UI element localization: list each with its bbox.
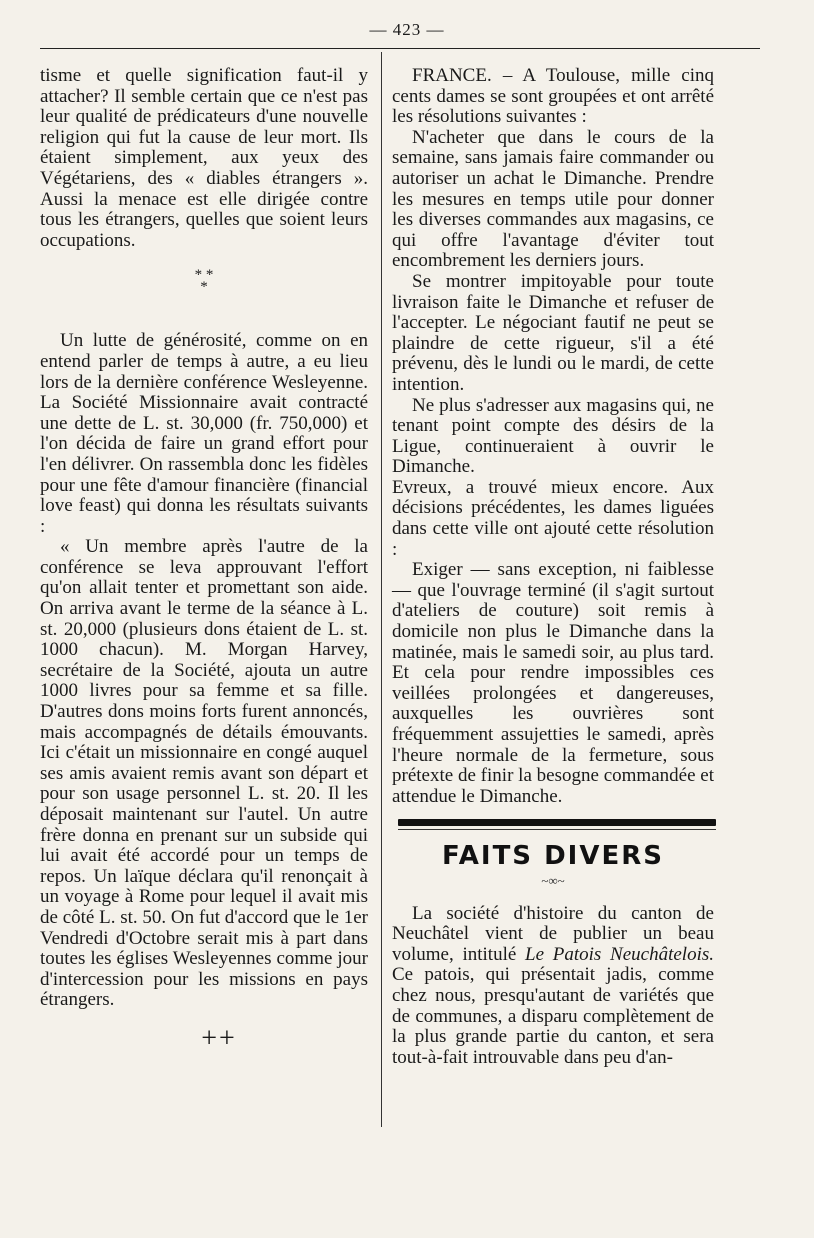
book-title: Le Patois Neuchâtelois. (525, 943, 714, 965)
p7-text-before: La société d'histoire du canton de Neuchâtel vient de publier un beau volume, intitulé (392, 902, 714, 965)
asterism-top: * * (194, 267, 214, 284)
right-column (392, 66, 714, 1068)
right-paragraph-7 (392, 904, 714, 1069)
right-paragraph-1: FRANCE. – A Toulouse, mille cinq cents dames se sont groupées et ont arrêté les résolutions suivantes : (392, 65, 714, 128)
header-rule (40, 48, 760, 49)
section-title: FAITS DIVERS (442, 841, 664, 872)
left-column (40, 65, 368, 1054)
right-paragraph-3: Se montrer impitoyable pour toute livraison faite le Dimanche et refuser de l'accepter. Le négociant fautif ne peut se plaindre de cette rigueur, s'il a été prévenu, dès le lundi ou le mardi, de cette intention. (392, 270, 714, 395)
asterism-separator (40, 267, 368, 296)
right-paragraph-2: N'acheter que dans le cours de la semaine, sans jamais faire commander ou autoriser un achat le Dimanche. Prendre les mesures en temps utile pour donner les diverses commandes aux magasins, ce qui offre l'avantage d'éviter tout encombrement les derniers jours. (392, 126, 714, 272)
page-number: — 423 — (369, 20, 445, 39)
column-divider (381, 52, 382, 1127)
section-thin-rule (398, 829, 716, 830)
left-paragraph-2: Un lutte de générosité, comme on en entend parler de temps à autre, a eu lieu lors de la dernière conférence Wesleyenne. La Société Missionnaire avait contracté une dette de L. st. 30,000 (fr. 750,000) et l'on décida de faire un grand effort pour l'en délivrer. On rassembla donc les fidèles pour une fête d'amour financière (financial love feast) qui donna les résultats suivants : (40, 330, 368, 537)
right-paragraph-6: Exiger — sans exception, ni faiblesse — que l'ouvrage terminé (il s'agit surtout d'ateliers de couture) soit remis à domicile non plus le Dimanche dans la matinée, mais le samedi soir, au plus tard. Et cela pour rendre impossibles ces veillées prolongées et dangereuses, auxquelles les ouvrières sont fréquemment assujetties le samedi, après l'heure normale de la fermeture, sous prétexte de finir la besogne commandée et attendue le Dimanche. (392, 559, 714, 807)
right-paragraph-4: Ne plus s'adresser aux magasins qui, ne tenant point compte des désirs de la Ligue, continueraient à ouvrir le Dimanche. (392, 394, 714, 478)
asterism-bottom: * (200, 279, 208, 296)
right-paragraph-5: Evreux, a trouvé mieux encore. Aux décisions précédentes, les dames liguées dans cette ville ont ajouté cette résolution : (392, 476, 714, 560)
cross-separator: ++ (201, 1022, 237, 1054)
left-paragraph-3: « Un membre après l'autre de la conférence se leva approuvant l'effort qu'on allait tenter et promettant son aide. On arriva avant le terme de la séance à L. st. 20,000 (plusieurs dons étaient de L. st. 1000 chacun). M. Morgan Harvey, secrétaire de la Société, ajouta un autre 1000 livres pour sa femme et sa fille. D'autres dons moins forts furent annoncés, mais accompagnés de détails émouvants. Ici c'était un missionnaire en congé auquel ses amis avaient remis avant son départ et pour son usage personnel L. st. 20. Il les déposait maintenant sur l'autel. Un autre frère donna en prenant sur un subside qui lui avait été accordé pour un temps de repos. Un laïque déclara qu'il renonçait à un voyage à Rome pour lequel il avait mis de côté L. st. 50. On fut d'accord que le 1er Vendredi d'Octobre serait mis à part dans toutes les églises Wesleyennes comme jour d'intercession pour les missions en pays étrangers. (40, 536, 368, 1011)
ornament-divider: ~∞~ (541, 872, 565, 888)
p7-text-after: Ce patois, qui présentait jadis, comme chez nous, presqu'autant de variétés que de communes, a disparu complètement de la plus grande partie du canton, et sera tout-à-fait introuvable dans peu d'an- (392, 964, 714, 1068)
left-paragraph-1: tisme et quelle signification faut-il y attacher? Il semble certain que ce n'est pas leur qualité de prédicateurs d'une nouvelle religion qui fut la cause de leur mort. Ils étaient simplement, aux yeux des Végétariens, des « diables étrangers ». Aussi la menace est elle dirigée contre tous les étrangers, quelles que soient leurs occupations. (40, 65, 368, 251)
section-heavy-rule (398, 819, 716, 826)
